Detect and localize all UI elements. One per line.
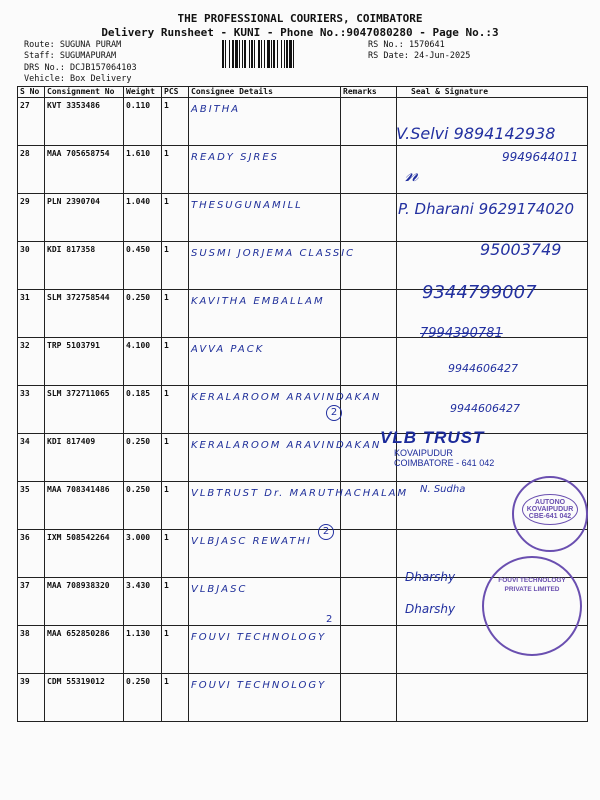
row-pcs: 1: [162, 98, 189, 146]
fouvi-round-stamp: [482, 556, 582, 656]
table-row: [18, 674, 588, 722]
signature-2-mark: 𝓃: [405, 162, 419, 187]
barcode-bar: [294, 40, 296, 68]
row-remarks: [341, 578, 397, 626]
row-consignee: VLBTRUST Dr. MARUTHACHALAM: [189, 482, 341, 530]
row-sno: 31: [18, 290, 45, 338]
signature-6: 7994390781: [420, 326, 503, 341]
company-title: THE PROFESSIONAL COURIERS, COIMBATORE: [177, 12, 423, 25]
vlb-stamp-city: COIMBATORE - 641 042: [394, 458, 495, 468]
row-sno: 33: [18, 386, 45, 434]
row-sno: 30: [18, 242, 45, 290]
qty-mark-3: 2: [326, 614, 333, 625]
row-consignee: FOUVI TECHNOLOGY: [189, 626, 341, 674]
row-remarks: [341, 98, 397, 146]
row-pcs: 1: [162, 146, 189, 194]
row-weight: 3.000: [124, 530, 162, 578]
row-remarks: [341, 626, 397, 674]
row-consignee: KAVITHA EMBALLAM: [189, 290, 341, 338]
qty-mark-2: 2: [318, 524, 334, 540]
row-weight: 0.185: [124, 386, 162, 434]
row-weight: 1.130: [124, 626, 162, 674]
row-sno: 35: [18, 482, 45, 530]
row-consignment-no: KVT 3353486: [45, 98, 124, 146]
row-consignment-no: MAA 705658754: [45, 146, 124, 194]
col-signature: Seal & Signature: [397, 87, 588, 98]
vehicle-text: Vehicle: Box Delivery: [24, 74, 132, 84]
fouvi-stamp-text: FOUVI TECHNOLOGY PRIVATE LIMITED: [498, 577, 566, 593]
row-consignment-no: MAA 652850286: [45, 626, 124, 674]
row-pcs: 1: [162, 626, 189, 674]
row-pcs: 1: [162, 290, 189, 338]
row-weight: 0.250: [124, 290, 162, 338]
row-sno: 36: [18, 530, 45, 578]
signature-1: V.Selvi 9894142938: [396, 124, 556, 143]
row-sno: 38: [18, 626, 45, 674]
row-weight: 0.250: [124, 482, 162, 530]
qty-mark-1: 2: [326, 405, 342, 421]
meta-left: [24, 40, 137, 85]
signature-5: 9344799007: [422, 282, 537, 303]
row-consignment-no: PLN 2390704: [45, 194, 124, 242]
row-weight: 0.250: [124, 674, 162, 722]
row-consignee: AVVA PACK: [189, 338, 341, 386]
rs-no-text: RS No.: 1570641: [368, 40, 445, 50]
row-remarks: [341, 194, 397, 242]
row-consignment-no: KDI 817409: [45, 434, 124, 482]
row-sno: 32: [18, 338, 45, 386]
row-remarks: [341, 146, 397, 194]
row-sno: 37: [18, 578, 45, 626]
row-consignee: KERALAROOM ARAVINDAKAN: [189, 434, 341, 482]
row-sno: 34: [18, 434, 45, 482]
row-pcs: 1: [162, 674, 189, 722]
row-consignee: VLBJASC: [189, 578, 341, 626]
col-weight: Weight: [124, 87, 162, 98]
row-consignment-no: TRP 5103791: [45, 338, 124, 386]
row-pcs: 1: [162, 386, 189, 434]
auton-line-3: CBE-641 042: [528, 513, 572, 520]
row-consignee: ABITHA: [189, 98, 341, 146]
row-consignee: KERALAROOM ARAVINDAKAN: [189, 386, 341, 434]
row-pcs: 1: [162, 194, 189, 242]
row-sno: 28: [18, 146, 45, 194]
vlb-stamp-name: VLB TRUST: [380, 428, 485, 447]
row-pcs: 1: [162, 530, 189, 578]
row-consignee: SUSMI JORJEMA CLASSIC: [189, 242, 341, 290]
auton-line-2: KOVAIPUDUR: [526, 506, 574, 513]
autonomous-round-stamp: [512, 476, 588, 552]
col-consignee: Consignee Details: [189, 87, 341, 98]
row-remarks: [341, 530, 397, 578]
row-weight: 0.450: [124, 242, 162, 290]
row-remarks: [341, 290, 397, 338]
signature-3: P. Dharani 9629174020: [398, 200, 575, 218]
signature-8: 9944606427: [450, 402, 520, 415]
table-row: [18, 434, 588, 482]
row-pcs: 1: [162, 482, 189, 530]
row-consignment-no: MAA 708938320: [45, 578, 124, 626]
row-remarks: [341, 674, 397, 722]
row-consignment-no: IXM 508542264: [45, 530, 124, 578]
row-weight: 0.250: [124, 434, 162, 482]
vlb-trust-stamp: [380, 428, 494, 468]
col-pcs: PCS: [162, 87, 189, 98]
table-row: [18, 482, 588, 530]
signature-4: 95003749: [480, 240, 562, 259]
row-sno: 29: [18, 194, 45, 242]
row-sno: 39: [18, 674, 45, 722]
staff-text: Staff: SUGUMAPURAM: [24, 51, 117, 61]
signature-10: Dharshy: [405, 570, 456, 584]
col-remarks: Remarks: [341, 87, 397, 98]
row-remarks: [341, 338, 397, 386]
row-pcs: 1: [162, 242, 189, 290]
vlb-stamp-place: KOVAIPUDUR: [394, 448, 453, 458]
row-consignee: FOUVI TECHNOLOGY: [189, 674, 341, 722]
rs-date-text: RS Date: 24-Jun-2025: [368, 51, 471, 61]
meta-right: [368, 40, 470, 62]
row-consignment-no: MAA 708341486: [45, 482, 124, 530]
row-sno: 27: [18, 98, 45, 146]
runsheet-title: Delivery Runsheet - KUNI - Phone No.:9047080280 - Page No.:3: [101, 26, 499, 39]
row-weight: 0.110: [124, 98, 162, 146]
row-weight: 3.430: [124, 578, 162, 626]
col-consignment: Consignment No: [45, 87, 124, 98]
signature-2: 9949644011: [502, 150, 579, 164]
row-consignee: READY SJRES: [189, 146, 341, 194]
row-signature: [397, 674, 588, 722]
auton-line-1: AUTONO: [534, 499, 566, 506]
row-consignment-no: CDM 55319012: [45, 674, 124, 722]
col-sno: S No: [18, 87, 45, 98]
row-consignment-no: SLM 372711065: [45, 386, 124, 434]
signature-7: 9944606427: [448, 362, 518, 375]
signature-9: N. Sudha: [420, 484, 466, 495]
route-text: Route: SUGUNA PURAM: [24, 40, 122, 50]
row-weight: 1.040: [124, 194, 162, 242]
row-consignee: THESUGUNAMILL: [189, 194, 341, 242]
table-header-row: [18, 87, 588, 98]
row-pcs: 1: [162, 578, 189, 626]
row-consignment-no: KDI 817358: [45, 242, 124, 290]
row-consignee: VLBJASC REWATHI: [189, 530, 341, 578]
drs-text: DRS No.: DCJB157064103: [24, 63, 137, 73]
row-weight: 1.610: [124, 146, 162, 194]
row-pcs: 1: [162, 434, 189, 482]
signature-11: Dharshy: [405, 602, 456, 616]
row-pcs: 1: [162, 338, 189, 386]
row-weight: 4.100: [124, 338, 162, 386]
barcode: [222, 40, 360, 68]
row-consignment-no: SLM 372758544: [45, 290, 124, 338]
